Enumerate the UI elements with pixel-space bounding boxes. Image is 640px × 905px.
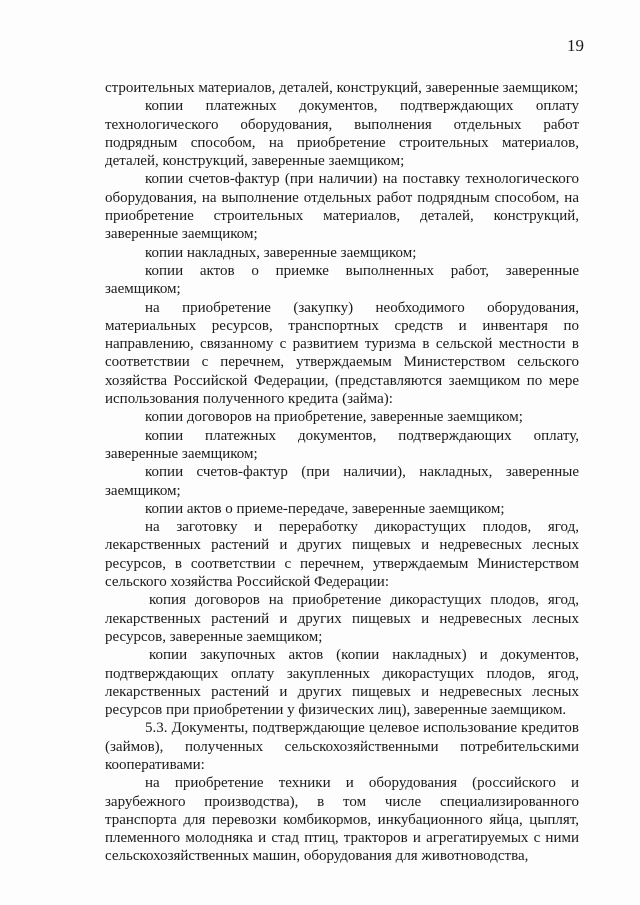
- paragraph: копии актов о приемке выполненных работ, заверенные заемщиком;: [105, 262, 579, 298]
- paragraph: копии платежных документов, подтверждающих оплату технологического оборудования, выполнения отдельных работ подрядным способом, на приобретение строительных материалов, деталей, конструкций, заверенные заемщиком;: [105, 98, 579, 170]
- paragraph: копии счетов-фактур (при наличии) на поставку технологического оборудования, на выполнение отдельных работ подрядным способом, на приобретение строительных материалов, деталей, конструкций, заверенные заемщиком;: [105, 171, 579, 243]
- paragraph: строительных материалов, деталей, конструкций, заверенные заемщиком;: [105, 80, 579, 96]
- paragraph: копии счетов-фактур (при наличии), накладных, заверенные заемщиком;: [105, 464, 579, 499]
- page-number: 19: [567, 36, 584, 55]
- paragraph: копия договоров на приобретение дикорастущих плодов, ягод, лекарственных растений и других пищевых и недревесных лесных ресурсов, заверенные заемщиком;: [105, 592, 579, 645]
- paragraph: 5.3. Документы, подтверждающие целевое использование кредитов (займов), полученных сельскохозяйственными потребительскими кооперативами:: [105, 720, 579, 773]
- paragraph: копии договоров на приобретение, заверенные заемщиком;: [145, 409, 523, 426]
- paragraph: копии платежных документов, подтверждающих оплату, заверенные заемщиком;: [105, 427, 579, 462]
- body-text: [105, 79, 579, 866]
- paragraph: на заготовку и переработку дикорастущих плодов, ягод, лекарственных растений и других пищевых и недревесных лесных ресурсов, в соответствии с перечнем, утверждаемым Министерством сельского хозяйства Российской Федерации:: [105, 519, 579, 591]
- paragraph: на приобретение техники и оборудования (российского и зарубежного производства), в том числе специализированного транспорта для перевозки комбикормов, инкубационного яйца, цыплят, племенного молодняка и стад птиц, тракторов и агрегатируемых с ними сельскохозяйственных машин, оборудования для животноводства,: [105, 775, 579, 865]
- paragraph: на приобретение (закупку) необходимого оборудования, материальных ресурсов, транспортных средств и инвентаря по направлению, связанному с развитием туризма в сельской местности в соответствии с перечнем, утверждаемым Министерством сельского хозяйства Российской Федерации, (представляются заемщиком по мере использования полученного кредита (займа):: [105, 299, 579, 408]
- paragraph: копии актов о приеме-передаче, заверенные заемщиком;: [145, 500, 505, 517]
- paragraph: копии закупочных актов (копии накладных) и документов, подтверждающих оплату закупленных дикорастущих плодов, ягод, лекарственных растений и других пищевых и недревесных лесных ресурсов при приобретении у физических лиц), заверенные заемщиком.: [105, 647, 579, 719]
- paragraph: копии накладных, заверенные заемщиком;: [145, 244, 417, 261]
